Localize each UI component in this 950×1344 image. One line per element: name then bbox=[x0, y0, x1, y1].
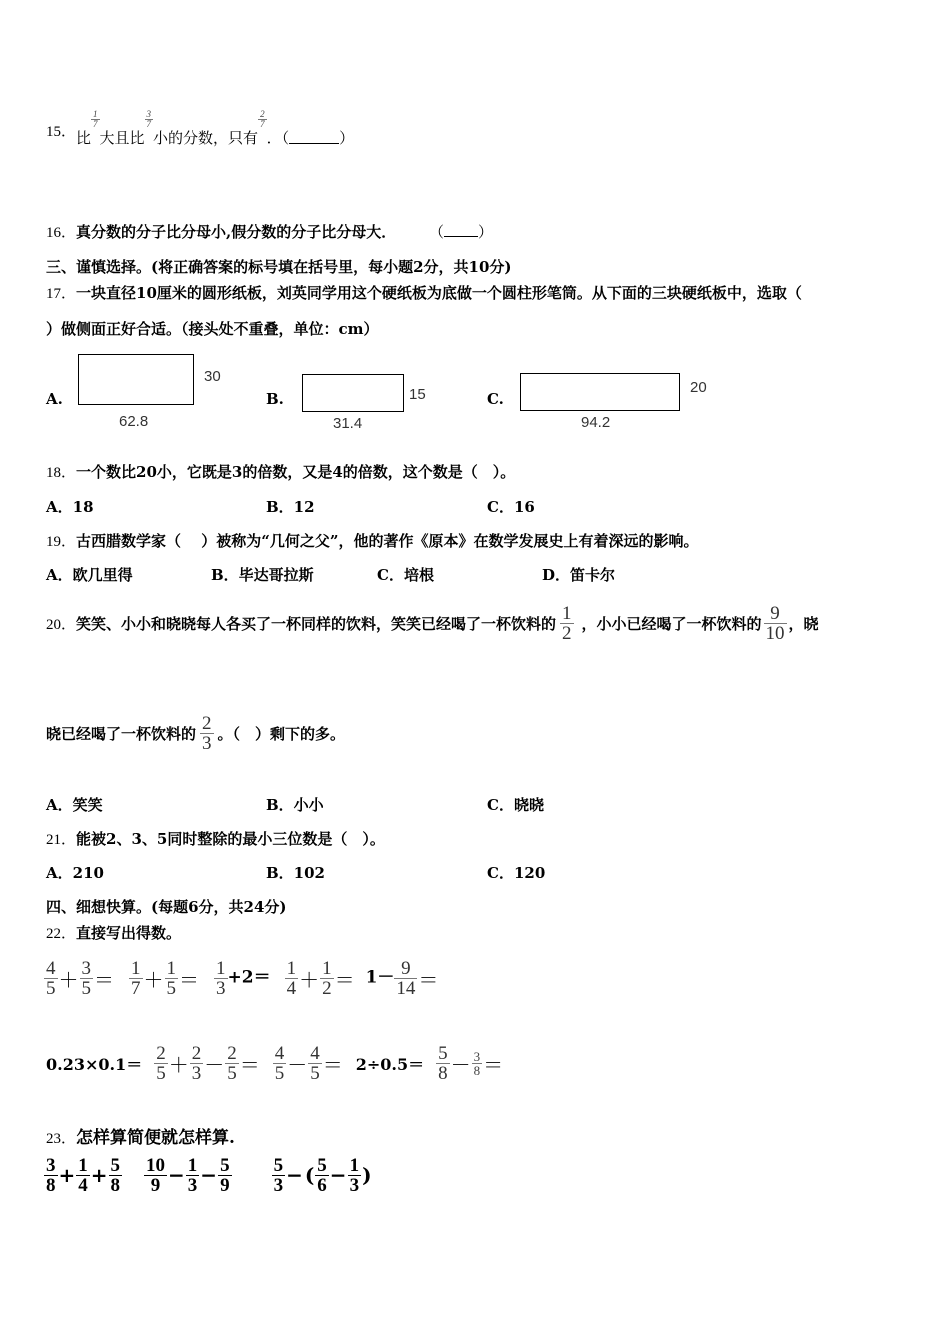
question-text: 一个数比20小，它既是3的倍数，又是4的倍数，这个数是（ ）。 bbox=[76, 463, 516, 481]
option-b-height: 15 bbox=[409, 386, 426, 403]
question-23 bbox=[46, 1123, 235, 1148]
option-c-rectangle bbox=[520, 373, 680, 411]
question-number: 16． bbox=[46, 225, 77, 241]
fraction-2-7: 2 7 bbox=[260, 108, 265, 129]
question-17-line-1 bbox=[46, 282, 802, 303]
q21-option-a[interactable]: A．210 bbox=[46, 864, 104, 882]
question-number: 15． bbox=[46, 123, 77, 140]
question-number: 23． bbox=[46, 1131, 77, 1147]
option-a-height: 30 bbox=[204, 368, 221, 385]
question-number: 19． bbox=[46, 534, 77, 550]
question-text: 真分数的分子比分母小,假分数的分子比分母大． bbox=[76, 223, 397, 241]
option-a-label[interactable]: A. bbox=[46, 390, 63, 408]
q18-option-c[interactable]: C．16 bbox=[487, 498, 535, 516]
question-number: 22． bbox=[46, 926, 77, 942]
q22-row-2 bbox=[46, 1038, 504, 1088]
answer-blank[interactable] bbox=[444, 224, 478, 237]
q20-text-3: ，晓 bbox=[788, 614, 819, 633]
paren-open: （ bbox=[429, 223, 445, 241]
q20-option-a[interactable]: A．笑笑 bbox=[46, 796, 103, 814]
q19-option-b[interactable]: B．毕达哥拉斯 bbox=[211, 566, 314, 584]
question-19 bbox=[46, 530, 699, 551]
q21-option-b[interactable]: B．102 bbox=[266, 864, 325, 882]
q15-text-2: 大且比 bbox=[99, 128, 145, 147]
q18-option-b[interactable]: B．12 bbox=[266, 498, 315, 516]
section-3-heading: 三、谨慎选择。(将正确答案的标号填在括号里，每小题2分，共10分) bbox=[46, 258, 512, 276]
expr-k: $\frac{5}{8}$ － $\frac{3}{8}$ ＝ bbox=[438, 1042, 504, 1084]
q15-text-5: ） bbox=[339, 128, 355, 147]
option-b-width: 31.4 bbox=[333, 415, 363, 432]
expr-h: $\frac{2}{5}$ ＋ $\frac{2}{3}$ － $\frac{2}{5}$ ＝ bbox=[156, 1042, 260, 1084]
expr-d: $\frac{1}{4}$ ＋ $\frac{1}{2}$ ＝ bbox=[286, 957, 355, 999]
expr-j: 2÷0.5＝ bbox=[355, 1054, 425, 1074]
question-16 bbox=[46, 221, 493, 242]
expr-1: $\frac{3}{8}$ + $\frac{1}{4}$ + $\frac{5}{8}$ bbox=[46, 1154, 121, 1196]
question-text: 能被2、3、5同时整除的最小三位数是（ ）。 bbox=[76, 830, 385, 848]
fraction-9-10: 9 10 bbox=[765, 602, 785, 644]
q19-option-c[interactable]: C．培根 bbox=[377, 566, 434, 584]
expr-b: $\frac{1}{7}$ ＋ $\frac{1}{5}$ ＝ bbox=[131, 957, 199, 999]
expr-2: $\frac{10}{9}$ − $\frac{1}{3}$ − $\frac{5}{9}$ bbox=[146, 1154, 230, 1196]
option-a-width: 62.8 bbox=[119, 413, 149, 430]
question-text: 古西腊数学家（ ）被称为“几何之父”，他的著作《原本》在数学发展史上有着深远的影响。 bbox=[76, 532, 699, 550]
expr-3: $\frac{5}{3}$ − ( $\frac{5}{6}$ − $\frac{1}{3}$ ) bbox=[273, 1154, 372, 1196]
q19-option-d[interactable]: D．笛卡尔 bbox=[542, 566, 616, 584]
expr-a: $\frac{4}{5}$ ＋ $\frac{3}{5}$ ＝ bbox=[46, 957, 114, 999]
expr-g: 0.23×0.1＝ bbox=[46, 1054, 143, 1074]
question-17-line-2: ）做侧面正好合适。（接头处不重叠，单位：cm） bbox=[46, 320, 379, 338]
option-b-label[interactable]: B. bbox=[266, 390, 284, 408]
q21-option-c[interactable]: C．120 bbox=[487, 864, 546, 882]
q18-option-a[interactable]: A．18 bbox=[46, 498, 94, 516]
option-c-label[interactable]: C. bbox=[487, 390, 504, 408]
q20-text-4: 晓已经喝了一杯饮料的 bbox=[46, 724, 197, 743]
q19-option-a[interactable]: A．欧几里得 bbox=[46, 566, 133, 584]
q20-option-b[interactable]: B．小小 bbox=[266, 796, 324, 814]
expr-c: $\frac{1}{3}$ +2＝ bbox=[216, 957, 271, 999]
q20-option-c[interactable]: C．晓晓 bbox=[487, 796, 544, 814]
expr-e: 1－ $\frac{9}{14}$ ＝ bbox=[365, 957, 439, 999]
question-22 bbox=[46, 922, 181, 943]
question-number: 18． bbox=[46, 465, 77, 481]
question-number: 17． bbox=[46, 286, 77, 302]
question-21 bbox=[46, 828, 385, 849]
question-text: 直接写出得数。 bbox=[76, 924, 182, 942]
question-18 bbox=[46, 461, 515, 482]
question-20-line-1 bbox=[46, 600, 819, 646]
question-number: 21． bbox=[46, 832, 77, 848]
q15-text-1: 比 bbox=[76, 128, 92, 147]
q20-text-2: ，小小已经喝了一杯饮料的 bbox=[581, 614, 762, 633]
option-c-height: 20 bbox=[690, 379, 707, 396]
paren-close: ） bbox=[478, 223, 494, 241]
option-c-width: 94.2 bbox=[581, 414, 611, 431]
question-15 bbox=[46, 110, 354, 150]
fraction-1-7: 1 7 bbox=[93, 108, 98, 129]
fraction-3-7: 3 7 bbox=[146, 108, 152, 129]
section-4-heading: 四、细想快算。(每题6分，共24分) bbox=[46, 898, 287, 916]
q20-text-1: 笑笑、小小和晓晓每人各买了一杯同样的饮料，笑笑已经喝了一杯饮料的 bbox=[76, 614, 557, 633]
q15-text-4: ．（ bbox=[266, 128, 290, 147]
option-b-rectangle bbox=[302, 374, 404, 412]
option-a-rectangle bbox=[78, 354, 194, 405]
answer-blank[interactable] bbox=[289, 131, 339, 144]
question-20-line-2 bbox=[46, 710, 345, 756]
q20-text-5: 。（ ）剩下的多。 bbox=[217, 724, 346, 743]
fraction-1-2: 1 2 bbox=[562, 602, 572, 644]
question-text: 怎样算简便就怎样算. bbox=[76, 1128, 235, 1148]
q23-expressions bbox=[44, 1150, 373, 1200]
q15-text-3: 小的分数，只有 bbox=[153, 128, 259, 147]
question-text: 一块直径10厘米的圆形纸板，刘英同学用这个硬纸板为底做一个圆柱形笔筒。从下面的三块硬纸板中，选取（ bbox=[76, 284, 802, 302]
expr-i: $\frac{4}{5}$ － $\frac{4}{5}$ ＝ bbox=[274, 1042, 343, 1084]
fraction-2-3: 2 3 bbox=[202, 712, 212, 754]
q22-row-1 bbox=[44, 953, 439, 1003]
question-number: 20． bbox=[46, 616, 77, 633]
